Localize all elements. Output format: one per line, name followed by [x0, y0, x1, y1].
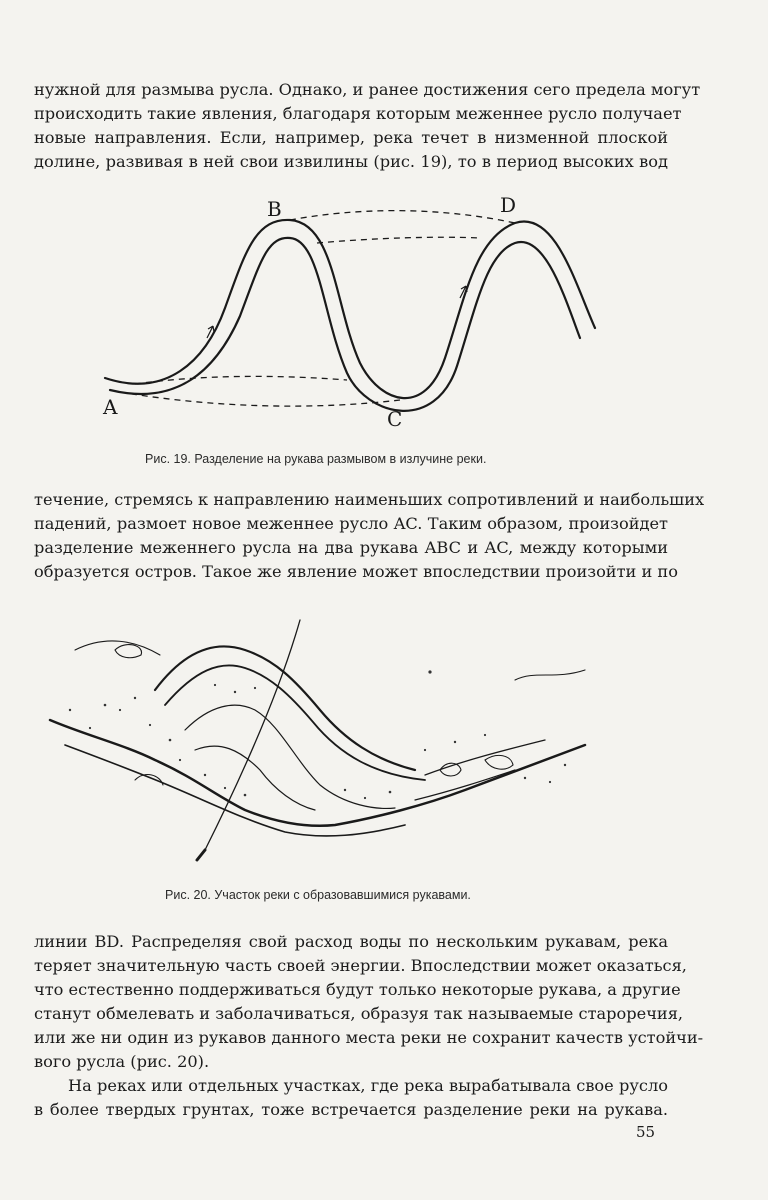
right-channel-upper [425, 740, 545, 775]
right-channel-lower [415, 770, 515, 800]
dashed-line-bd-upper [290, 211, 515, 223]
paragraph-4-line: На реках или отдельных участках, где река вырабатывала свое русло [68, 1076, 668, 1095]
paragraph-2-line: падений, размоет новое меженнее русло AC. Таким образом, произойдет [34, 514, 668, 533]
figure-19-meander-diagram [95, 188, 615, 438]
dashed-line-ac-lower [120, 392, 400, 406]
paragraph-1-line: происходить такие явления, благодаря которым меженнее русло получает [34, 104, 682, 123]
paragraph-3-line: что естественно поддерживаться будут только некоторые рукава, а другие [34, 980, 681, 999]
paragraph-2-line: разделение меженнего русла на два рукава ABC и AC, между которыми [34, 538, 668, 557]
sandbar [135, 775, 163, 785]
river-inner-bank [110, 238, 580, 411]
paragraph-2-line: образуется остров. Такое же явление может впоследствии произойти и по [34, 562, 678, 581]
sandbar [485, 755, 513, 769]
pointer-tip [197, 850, 205, 860]
marsh-shoreline [515, 670, 585, 680]
paragraph-2 [34, 488, 705, 584]
river-outer-bank [105, 220, 595, 398]
sandbar [115, 645, 142, 658]
label-c: C [387, 407, 403, 431]
paragraph-1 [34, 78, 701, 174]
paragraph-3-line: линии BD. Распределяя свой расход воды по нескольким рукавам, река [34, 932, 668, 951]
label-d: D [500, 193, 517, 217]
paragraph-1-line: нужной для размыва русла. Однако, и ранее достижения сего предела могут [34, 80, 701, 99]
paragraph-1-line: долине, развивая в ней свои извилины (рис. 19), то в период высоких вод [34, 152, 668, 171]
paragraph-1-line: новые направления. Если, например, река течет в низменной плоской [34, 128, 668, 147]
pointer-line [205, 620, 300, 850]
label-b: B [267, 197, 282, 221]
island-outline [195, 746, 315, 810]
figure-20-river-section-drawing [45, 610, 590, 865]
dashed-line-bd-lower [317, 237, 480, 243]
paragraph-4 [34, 1074, 668, 1122]
paragraph-4-line: в более твердых грунтах, тоже встречается разделение реки на рукава. [34, 1100, 668, 1119]
sandbar [440, 763, 461, 776]
figure-19-caption: Рис. 19. Разделение на рукава размывом в излучине реки. [145, 452, 487, 466]
paragraph-3-line: или же ни один из рукавов данного места реки не сохранит качеств устойчи- [34, 1028, 704, 1047]
page-number: 55 [636, 1123, 656, 1141]
paragraph-3-line: теряет значительную часть своей энергии. Впоследствии может оказаться, [34, 956, 687, 975]
paragraph-3-line: вого русла (рис. 20). [34, 1052, 210, 1071]
paragraph-3 [34, 930, 704, 1074]
label-a: A [103, 395, 118, 419]
paragraph-3-line: станут обмелевать и заболачиваться, образуя так называемые староречия, [34, 1004, 684, 1023]
figure-20-caption: Рис. 20. Участок реки с образовавшимися рукавами. [165, 888, 471, 902]
paragraph-2-line: течение, стремясь к направлению наименьших сопротивлений и наибольших [34, 490, 705, 509]
